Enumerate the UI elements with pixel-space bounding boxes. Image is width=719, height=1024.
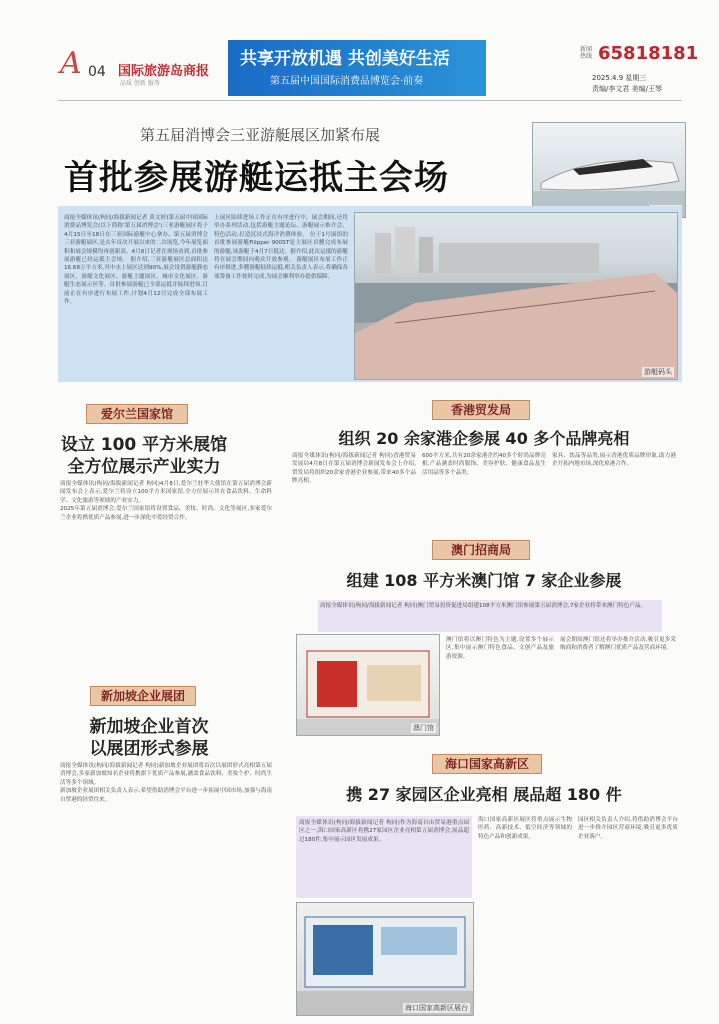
macao-col2: 展会期间澳门馆还将举办推介活动,吸引更多采购商和消费者了解澳门优质产品及营商环境。 xyxy=(560,637,676,652)
banner xyxy=(228,40,486,96)
top-story-col1: 商报全媒体讯(枸同/海拔新闻记者 黄文婷)第五届中国国际消费品博览会(以下简称'第五届消博会')三亚游艇展区将于4月15日至18日在三亚国际游艇中心拿办。第五届消博会三亚游艇展区,是去年首次开展以来的二次展览,今年展览面积和展会规模均再创新高。4月8日记者在现场看到,首批参展游艇已经运抵主会场。 据介绍,三亚游艇展区总面积达16.68万平方米,其中水上展区达到90%,展会设置游艇静态展区、游艇文化展区、游艇主题展区、城市文化展区、游艇生态展示区等。首批参展游艇已全部运抵并陆续进场,目前正在有序进行布展工作,计划4月12日完成全部布展工作。 xyxy=(64,215,208,306)
banner-title: 共享开放机遇 共创美好生活 xyxy=(240,49,450,69)
singapore-headline-2: 以展团形式参展 xyxy=(89,739,209,759)
macao-booth-photo xyxy=(296,634,440,736)
ireland-headline-2: 全方位展示产业实力 xyxy=(67,457,221,477)
macao-headline: 组建 108 平方米澳门馆 7 家企业参展 xyxy=(346,571,622,590)
page-number: 04 xyxy=(88,64,106,80)
hk-col2: 600平方米,共有20余家港企约40多个时尚品牌亮相,产品涵盖时尚服饰、美容护肤、健康食品及生活用品等多个品类。 xyxy=(422,453,546,476)
header-divider xyxy=(58,100,682,101)
issue-date: 2025.4.9 星期三 xyxy=(592,74,647,82)
hk-col3: 家具、饮品等品类,展示香港优质品牌形象,助力港企开拓内地市场,深化琼港合作。 xyxy=(552,453,676,468)
yacht-photo xyxy=(532,122,686,218)
macao-col1: 澳门馆将以澳门特色为主题,设置多个展示区,集中展示澳门特色食品、文创产品及旅游资源。 xyxy=(446,637,554,660)
ireland-body: 商报全媒体讯(枸同/海拔新闻记者 枸同)4月8日,爱尔兰驻华大使馆在第五届消博会新闻发布会上表示,爱尔兰将设立100平方米国家馆,全方位展示其在食品饮料、生命科学、文化旅游等领域的产业实力。 2025年第五届消博会,爱尔兰国家馆将设置食品、美妆、时尚、文化等展区,多家爱尔兰企业将携优质产品参展,进一步深化中爱经贸合作。 xyxy=(60,481,272,521)
macao-booth-illustration xyxy=(297,635,439,735)
hk-headline: 组织 20 余家港企参展 40 多个品牌亮相 xyxy=(338,429,630,448)
marina-photo xyxy=(354,212,678,380)
haikou-col2: 园区相关负责人介绍,将借助消博会平台进一步推介园区营商环境,吸引更多优质企业落户。 xyxy=(578,817,678,840)
paper-name: 国际旅游岛商报 xyxy=(118,64,210,79)
banner-subtitle: 第五届中国国际消费品博览会·前奏 xyxy=(270,76,424,87)
haikou-col1: 海口国家高新区展区将重点展示生物医药、高新技术、低空经济等领域的特色产品和创新成果。 xyxy=(478,817,572,840)
marina-photo-caption: 游艇码头 xyxy=(644,368,672,376)
hotline-label: 新闻热线 xyxy=(580,46,593,60)
top-story-col2: 上展区陆续进场工作正在有序进行中。展会期间,还将举办系列活动,包括游艇主题论坛、游艇展示推介会、特色活动,打造沉浸式海洋消费体验。 位于1号展馆的首批参展游艇Filipper 900ST是主展区首艘完成布展的游艇,该游艇于4月7日抵达。据介绍,此次运抵的游艇将在展会期间向观众开放参观。 游艇展区布展工作正有序推进,多艘游艇陆续运抵,相关负责人表示,将确保各项筹备工作按时完成,为展会顺利举办提供保障。 xyxy=(214,215,348,280)
marina-illustration xyxy=(355,213,677,379)
haikou-lead: 商报全媒体讯(枸同/海拔新闻记者 枸同)作为海南自由贸易港重点园区之一,海口国家高新区将携27家园区企业亮相第五届消博会,展品超过180件,集中展示园区发展成果。 xyxy=(296,816,472,898)
haikou-label: 海口国家高新区 xyxy=(432,754,542,774)
top-story-kicker: 第五届消博会三亚游艇展区加紧布展 xyxy=(140,126,381,144)
haikou-headline: 携 27 家园区企业亮相 展品超 180 件 xyxy=(346,785,622,804)
editor-credit: 责编/李文君 美编/王琴 xyxy=(592,85,662,93)
macao-label: 澳门招商局 xyxy=(432,540,530,560)
ireland-label: 爱尔兰国家馆 xyxy=(86,404,188,424)
paper-slogan: 品质 创新 服务 xyxy=(120,80,160,87)
hk-label: 香港贸发局 xyxy=(432,400,530,420)
page-letter: A xyxy=(60,46,82,81)
hk-col1: 商报全媒体讯(枸同/海拔新闻记者 枸同)香港贸易发展局4月8日在第五届消博会新闻发布会上介绍,贸发局将组织20余家香港企业参展,带来40多个品牌亮相。 xyxy=(292,453,416,485)
top-story-headline: 首批参展游艇运抵主会场 xyxy=(64,158,449,198)
singapore-headline-1: 新加坡企业首次 xyxy=(89,717,209,737)
haikou-booth-caption: 海口国家高新区展台 xyxy=(405,1004,468,1012)
singapore-label: 新加坡企业展团 xyxy=(90,686,196,706)
haikou-booth-illustration xyxy=(297,903,473,1015)
singapore-body: 商报全媒体讯(枸同/海拔新闻记者 枸同)新加坡企业展团将首次以展团形式亮相第五届消博会,多家新加坡知名企业将携旗下优质产品参展,涵盖食品饮料、美妆个护、时尚生活等多个领域。 新加坡企业展团相关负责人表示,希望借助消博会平台进一步拓展中国市场,加强与海南自贸港的经贸往来。 xyxy=(60,763,272,803)
yacht-illustration xyxy=(533,123,685,217)
macao-booth-caption: 澳门馆 xyxy=(413,724,434,732)
ireland-headline-1: 设立 100 平方米展馆 xyxy=(60,435,228,455)
hotline-number: 65818181 xyxy=(598,43,699,64)
macao-lead: 商报全媒体讯(枸同/海拔新闻记者 枸同)澳门贸易投资促进局组建108平方米澳门馆参展第五届消博会,7家企业将带来澳门特色产品。 xyxy=(318,600,662,632)
haikou-booth-photo xyxy=(296,902,474,1016)
